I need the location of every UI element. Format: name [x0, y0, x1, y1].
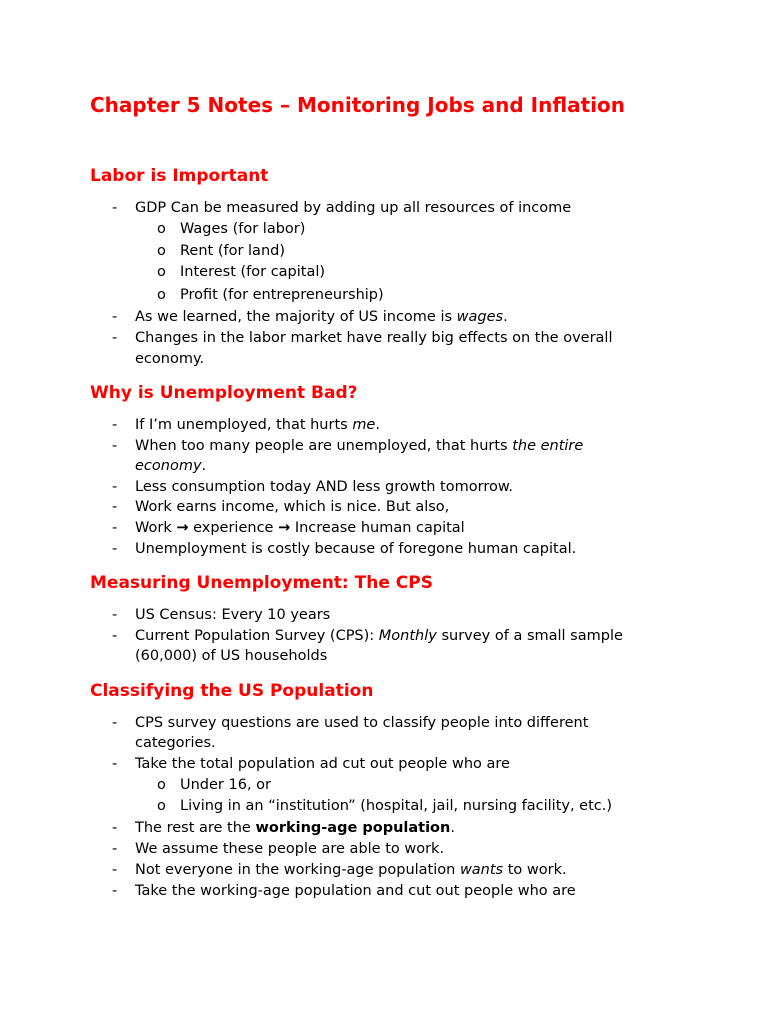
- sub-bullet-marker: o: [157, 798, 166, 814]
- list-item-text: economy.: [135, 351, 205, 367]
- list-item-text: Living in an “institution” (hospital, jail, nursing facility, etc.): [180, 798, 613, 814]
- section-heading: Classifying the US Population: [90, 681, 374, 701]
- list-item-text: economy.: [135, 458, 207, 474]
- list-item-text: Under 16, or: [180, 777, 272, 793]
- sub-bullet-marker: o: [157, 264, 166, 280]
- sub-bullet-marker: o: [157, 777, 166, 793]
- bullet-marker: -: [112, 438, 118, 454]
- list-item-text: As we learned, the majority of US income is wages.: [135, 309, 508, 325]
- sub-bullet-marker: o: [157, 287, 166, 303]
- bullet-marker: -: [112, 330, 118, 346]
- bullet-marker: -: [112, 883, 118, 899]
- bullet-marker: -: [112, 417, 118, 433]
- bullet-marker: -: [112, 715, 118, 731]
- bullet-marker: -: [112, 756, 118, 772]
- bullet-marker: -: [112, 862, 118, 878]
- section-heading: Labor is Important: [90, 166, 269, 186]
- list-item-text: If I’m unemployed, that hurts me.: [135, 417, 380, 433]
- bullet-marker: -: [112, 628, 118, 644]
- list-item-text: Wages (for labor): [180, 221, 306, 237]
- bullet-marker: -: [112, 841, 118, 857]
- bullet-marker: -: [112, 520, 118, 536]
- list-item-text: Take the total population ad cut out people who are: [135, 756, 510, 772]
- bullet-marker: -: [112, 309, 118, 325]
- list-item-text: categories.: [135, 735, 216, 751]
- list-item-text: CPS survey questions are used to classify people into different: [135, 715, 589, 731]
- sub-bullet-marker: o: [157, 221, 166, 237]
- list-item-text: Changes in the labor market have really big effects on the overall: [135, 330, 613, 346]
- section-heading: Why is Unemployment Bad?: [90, 383, 358, 403]
- list-item-text: Work → experience → Increase human capital: [135, 520, 465, 536]
- list-item-text: (60,000) of US households: [135, 648, 328, 664]
- bullet-marker: -: [112, 820, 118, 836]
- section-heading: Measuring Unemployment: The CPS: [90, 573, 433, 593]
- list-item-text: US Census: Every 10 years: [135, 607, 331, 623]
- bullet-marker: -: [112, 479, 118, 495]
- list-item-text: Unemployment is costly because of foregone human capital.: [135, 541, 577, 557]
- list-item-text: Interest (for capital): [180, 264, 326, 280]
- document-title: Chapter 5 Notes – Monitoring Jobs and Inflation: [90, 93, 626, 117]
- list-item-text: Not everyone in the working-age population wants to work.: [135, 862, 567, 878]
- list-item-text: The rest are the working-age population.: [135, 820, 455, 836]
- bullet-marker: -: [112, 200, 118, 216]
- list-item-text: Current Population Survey (CPS): Monthly survey of a small sample: [135, 628, 623, 644]
- bullet-marker: -: [112, 499, 118, 515]
- list-item-text: We assume these people are able to work.: [135, 841, 445, 857]
- list-item-text: When too many people are unemployed, that hurts the entire: [135, 438, 584, 454]
- sub-bullet-marker: o: [157, 243, 166, 259]
- bullet-marker: -: [112, 607, 118, 623]
- bullet-marker: -: [112, 541, 118, 557]
- list-item-text: Take the working-age population and cut out people who are: [135, 883, 576, 899]
- list-item-text: GDP Can be measured by adding up all resources of income: [135, 200, 572, 216]
- list-item-text: Rent (for land): [180, 243, 285, 259]
- list-item-text: Less consumption today AND less growth tomorrow.: [135, 479, 513, 495]
- list-item-text: Work earns income, which is nice. But also,: [135, 499, 450, 515]
- list-item-text: Profit (for entrepreneurship): [180, 287, 384, 303]
